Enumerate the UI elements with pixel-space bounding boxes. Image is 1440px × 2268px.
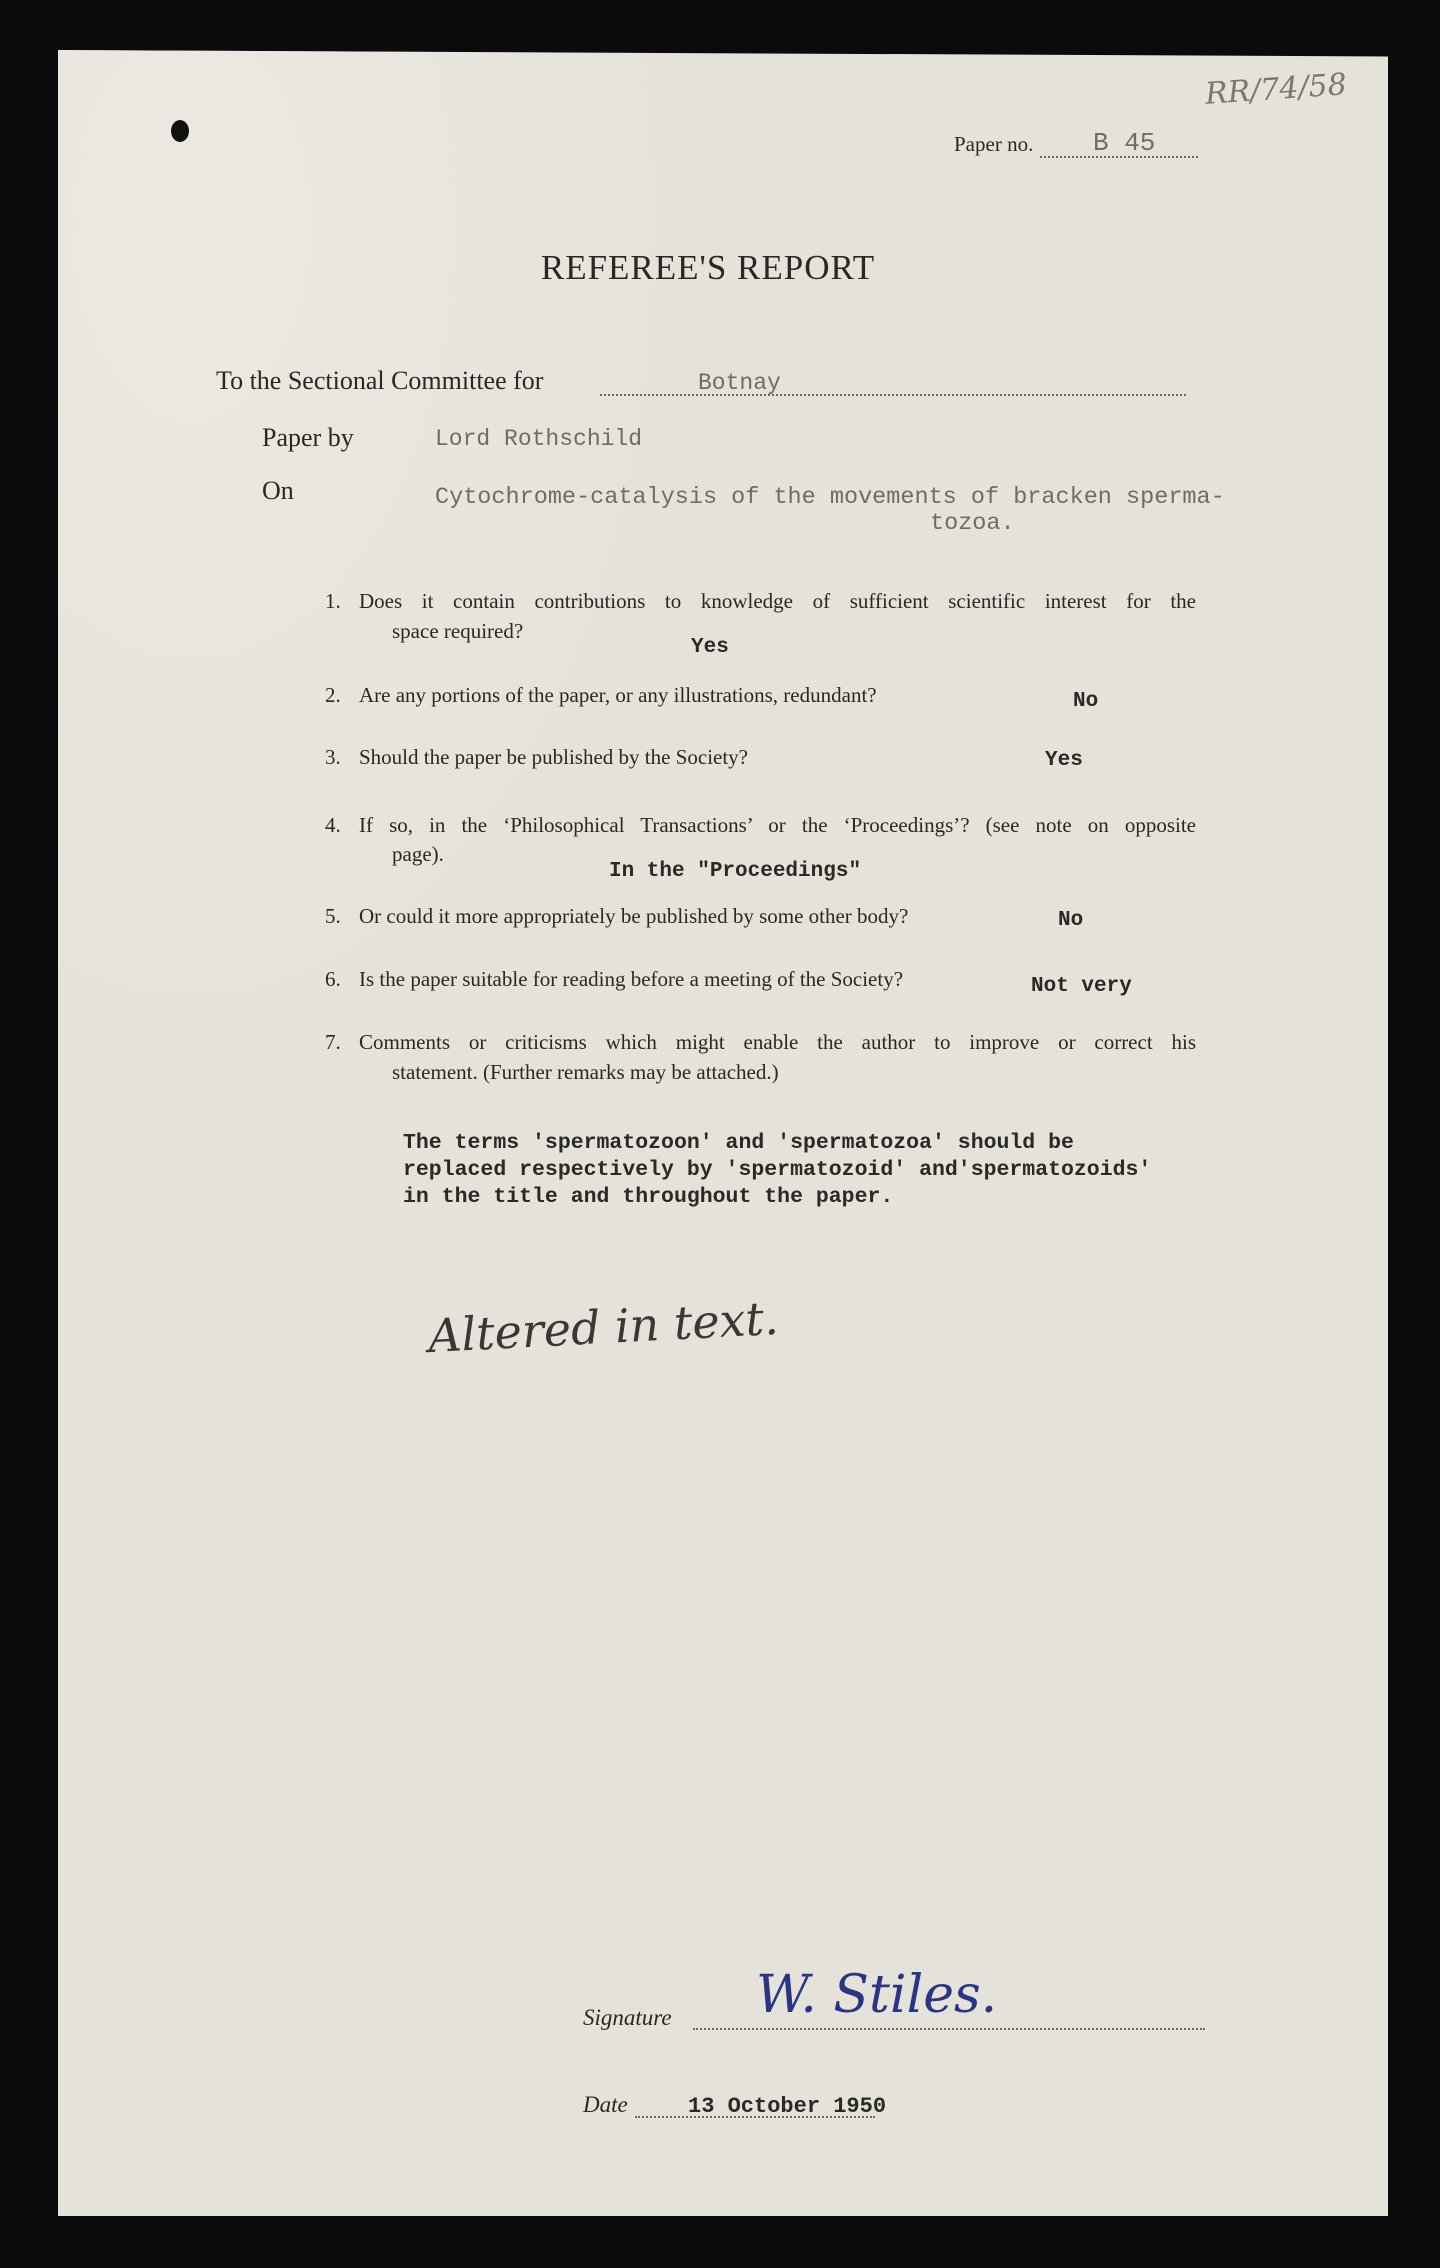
committee-label: To the Sectional Committee for [216,366,544,395]
question-4-text: If so, in the ‘Philosophical Transactions’ or the ‘Proceedings’? (see note on opposite [359,813,1196,837]
question-1-number: 1. [325,589,341,613]
punch-hole [171,120,189,142]
question-2-answer: No [1073,690,1099,713]
question-3-text: Should the paper be published by the Society? [359,745,749,769]
archive-reference: RR/74/58 [1203,67,1348,112]
question-4-text-cont: page). [392,842,444,866]
question-4-number: 4. [325,813,341,837]
paper-title-line2: tozoa. [930,510,1015,537]
question-1-text-cont: space required? [392,619,524,643]
question-5-text: Or could it more appropriately be published by some other body? [359,904,909,928]
paper-no-label: Paper no. [954,132,1034,156]
question-5-number: 5. [325,904,341,928]
comment-line: replaced respectively by 'spermatozoid' and'spermatozoids' [403,1158,1152,1182]
question-7-text: Comments or criticisms which might enable the author to improve or correct his [359,1030,1196,1054]
paper-by-label: Paper by [262,423,354,452]
paper-by-value: Lord Rothschild [435,426,643,452]
comment-line: The terms 'spermatozoon' and 'spermatozoa' should be [403,1131,1074,1155]
question-5-answer: No [1058,909,1084,932]
question-1-answer: Yes [691,636,729,659]
question-4-answer: In the "Proceedings" [609,860,862,883]
date-label: Date [583,2092,628,2117]
question-1-text: Does it contain contributions to knowledge of sufficient scientific interest for the [359,589,1196,613]
comment-line: in the title and throughout the paper. [403,1185,894,1209]
page-title: REFEREE'S REPORT [540,248,876,287]
date-value: 13 October 1950 [688,2094,887,2119]
question-6-number: 6. [325,967,341,991]
paper-title-line1: Cytochrome-catalysis of the movements of bracken sperma- [435,484,1225,511]
signature-dotted-line [693,2028,1205,2030]
question-7-number: 7. [325,1030,341,1054]
question-6-answer: Not very [1031,975,1132,998]
question-2-text: Are any portions of the paper, or any illustrations, redundant? [359,683,877,707]
paper-no-value: B 45 [1093,128,1156,158]
signature-value: W. Stiles. [756,1965,998,2025]
committee-value: Botnay [698,370,781,396]
question-3-answer: Yes [1045,749,1083,772]
handwritten-note: Altered in text. [426,1290,780,1364]
question-2-number: 2. [325,683,341,707]
committee-dotted-line [600,394,1186,396]
comments-block [403,1130,1151,1211]
on-label: On [262,476,294,505]
question-6-text: Is the paper suitable for reading before a meeting of the Society? [359,967,904,991]
question-7-text-cont: statement. (Further remarks may be attached.) [392,1060,779,1084]
signature-label: Signature [583,2005,672,2030]
question-3-number: 3. [325,745,341,769]
